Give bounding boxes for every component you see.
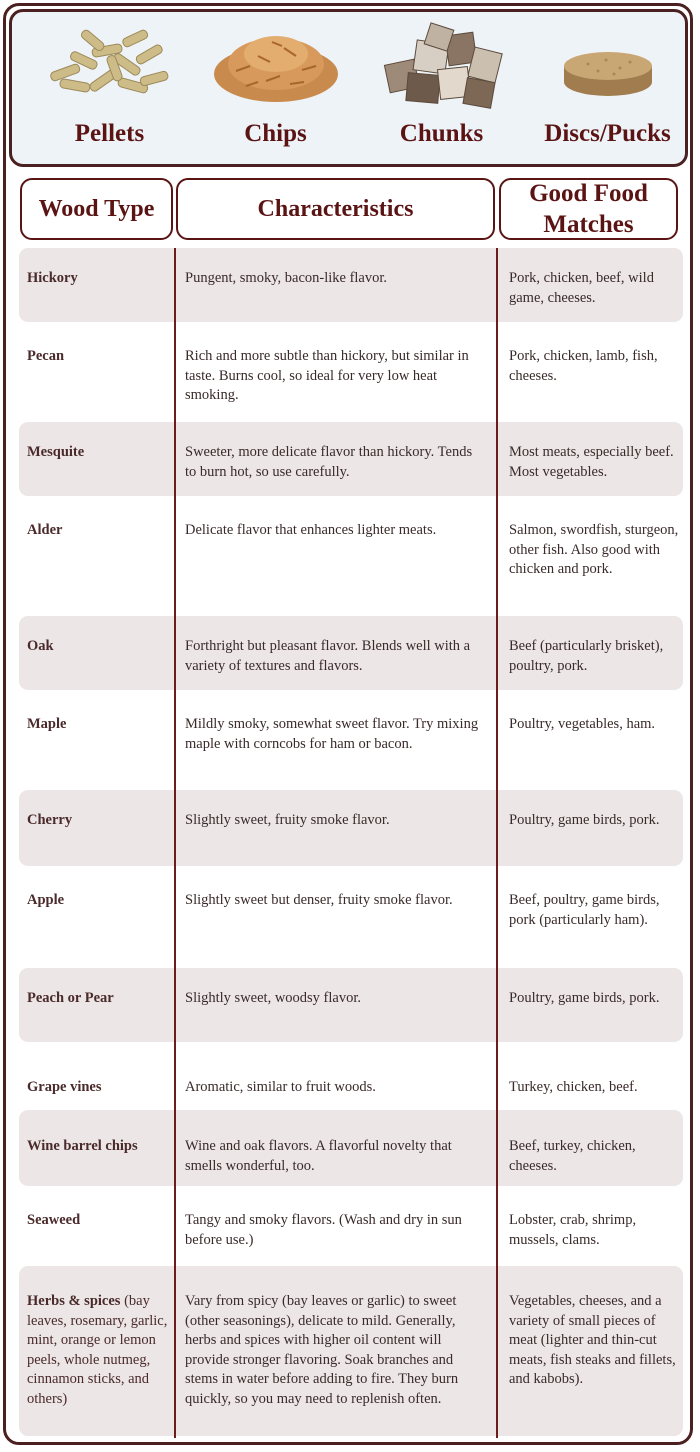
table-row xyxy=(19,422,683,496)
header-food-matches: Good Food Matches xyxy=(499,178,678,240)
cell-wood: Apple xyxy=(27,892,65,908)
wood-pellets-icon xyxy=(40,26,180,106)
cell-wood: Hickory xyxy=(27,270,78,286)
column-divider xyxy=(174,248,176,1438)
cell-characteristics: Delicate flavor that enhances lighter meats. xyxy=(185,522,437,538)
table-row xyxy=(19,1266,683,1436)
cell-wood: Wine barrel chips xyxy=(27,1138,138,1154)
cell-characteristics: Forthright but pleasant flavor. Blends well with a variety of textures and flavors. xyxy=(185,638,471,674)
cell-characteristics: Pungent, smoky, bacon-like flavor. xyxy=(185,270,388,286)
column-divider xyxy=(496,248,498,1438)
cell-wood: Alder xyxy=(27,522,63,538)
table-row xyxy=(19,616,683,690)
table-row xyxy=(19,326,683,418)
cell-characteristics: Slightly sweet, fruity smoke flavor. xyxy=(185,812,390,828)
table-row xyxy=(19,968,683,1042)
cell-wood: Peach or Pear xyxy=(27,990,114,1006)
table-row xyxy=(19,1058,683,1106)
cell-wood: Grape vines xyxy=(27,1079,102,1095)
cell-characteristics: Slightly sweet, woodsy flavor. xyxy=(185,990,362,1006)
wood-disc-icon xyxy=(558,44,658,104)
cell-wood: Mesquite xyxy=(27,444,85,460)
cell-wood: Seaweed xyxy=(27,1212,81,1228)
table-row xyxy=(19,248,683,322)
cell-food: Salmon, swordfish, sturgeon, other fish. Also good with chicken and pork. xyxy=(509,522,679,577)
wood-chips-icon xyxy=(206,26,346,108)
form-label: Chunks xyxy=(399,120,484,147)
cell-food: Poultry, game birds, pork. xyxy=(509,990,660,1006)
wood-chunks-icon xyxy=(377,22,507,112)
cell-wood: Oak xyxy=(27,638,54,654)
wood-name: Herbs & spices xyxy=(27,1293,121,1309)
cell-wood: Cherry xyxy=(27,812,73,828)
wood-forms-panel xyxy=(9,9,688,167)
cell-characteristics: Aromatic, similar to fruit woods. xyxy=(185,1079,376,1095)
wood-extra: (bay leaves, rosemary, garlic, mint, orange or lemon peels, whole nutmeg, cinnamon sticks, and others) xyxy=(27,1293,168,1407)
cell-wood xyxy=(27,1292,169,1409)
cell-food: Pork, chicken, lamb, fish, cheeses. xyxy=(509,348,658,384)
cell-food: Lobster, crab, shrimp, mussels, clams. xyxy=(509,1212,637,1248)
cell-characteristics: Sweeter, more delicate flavor than hickory. Tends to burn hot, so use carefully. xyxy=(185,444,473,480)
cell-food: Beef (particularly brisket), poultry, pork. xyxy=(509,638,664,674)
form-pellets xyxy=(27,12,192,162)
cell-food: Turkey, chicken, beef. xyxy=(509,1079,638,1095)
table-row xyxy=(19,1190,683,1262)
cell-characteristics: Mildly smoky, somewhat sweet flavor. Try mixing maple with corncobs for ham or bacon. xyxy=(185,716,479,752)
cell-food: Pork, chicken, beef, wild game, cheeses. xyxy=(509,270,654,306)
cell-food: Poultry, game birds, pork. xyxy=(509,812,660,828)
table-row xyxy=(19,500,683,612)
cell-food: Poultry, vegetables, ham. xyxy=(509,716,656,732)
cell-wood: Pecan xyxy=(27,348,65,364)
form-chunks xyxy=(359,12,524,162)
cell-wood: Maple xyxy=(27,716,67,732)
table-row xyxy=(19,1110,683,1186)
table-row xyxy=(19,870,683,964)
cell-food: Beef, poultry, game birds, pork (particularly ham). xyxy=(509,892,660,928)
cell-characteristics: Slightly sweet but denser, fruity smoke flavor. xyxy=(185,892,453,908)
cell-food: Most meats, especially beef. Most vegetables. xyxy=(509,444,674,480)
form-label: Chips xyxy=(244,120,307,147)
header-characteristics: Characteristics xyxy=(176,178,495,240)
form-discs xyxy=(525,12,690,162)
cell-food: Vegetables, cheeses, and a variety of small pieces of meat (lighter and thin-cut meats, fish steaks and fillets, and kabobs). xyxy=(509,1293,676,1387)
cell-food: Beef, turkey, chicken, cheeses. xyxy=(509,1138,636,1174)
table-row xyxy=(19,694,683,786)
cell-characteristics: Vary from spicy (bay leaves or garlic) to sweet (other seasonings), delicate to mild. Generally, herbs and spices with higher oil content will provide stronger flavoring. Soak branches and stems in water before adding to fire. They burn quickly, so you may need to replenish often. xyxy=(185,1293,459,1407)
table-row xyxy=(19,790,683,866)
cell-characteristics: Tangy and smoky flavors. (Wash and dry in sun before use.) xyxy=(185,1212,462,1248)
header-wood-type: Wood Type xyxy=(20,178,173,240)
form-chips xyxy=(193,12,358,162)
form-label: Discs/Pucks xyxy=(544,120,671,147)
cell-characteristics: Wine and oak flavors. A flavorful novelty that smells wonderful, too. xyxy=(185,1138,452,1174)
form-label: Pellets xyxy=(74,120,145,147)
cell-characteristics: Rich and more subtle than hickory, but similar in taste. Burns cool, so ideal for very low heat smoking. xyxy=(185,348,469,403)
